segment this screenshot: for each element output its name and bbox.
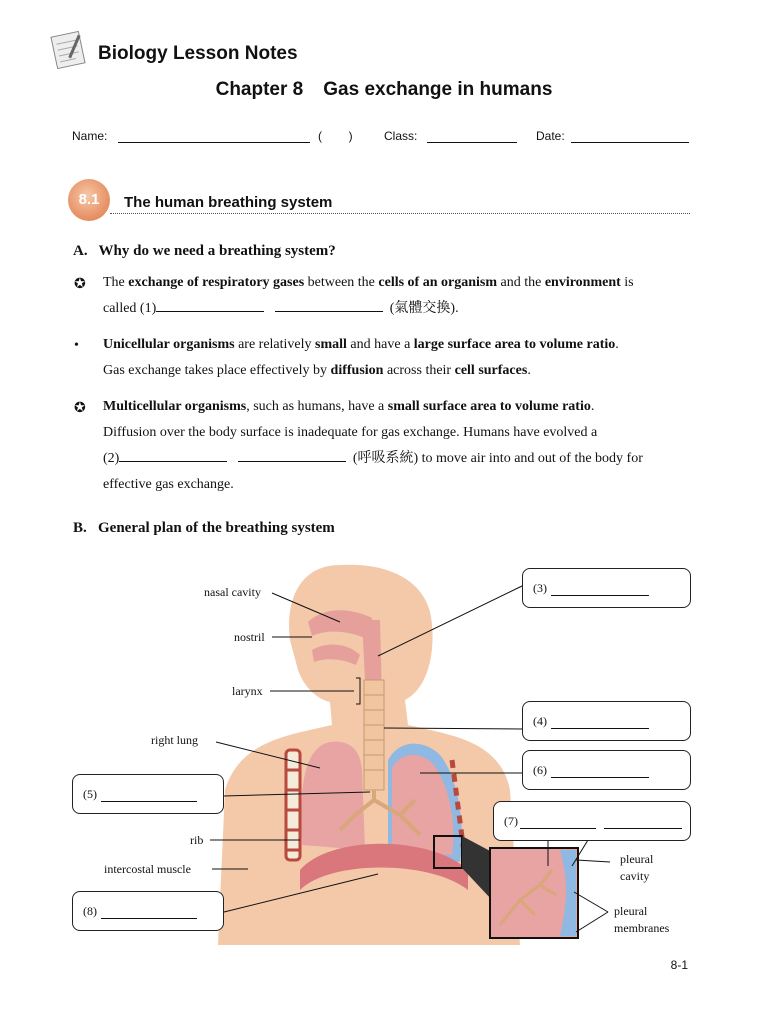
paragraph-gas-exchange: The exchange of respiratory gases between the cells of an organism and the environment is called (1) (氣體交換). [103, 275, 634, 316]
section-divider [110, 213, 690, 214]
chapter-heading: Chapter 8 Gas exchange in humans [215, 79, 553, 100]
label-intercostal-muscle: intercostal muscle [104, 862, 191, 876]
label-pleural-cavity: pleural cavity [620, 852, 654, 883]
blank-5[interactable] [101, 787, 197, 802]
class-number-paren: ( ) [318, 129, 353, 143]
answer-box-5[interactable]: (5) [72, 774, 224, 814]
label-nostril: nostril [234, 630, 265, 644]
answer-box-8[interactable]: (8) [72, 891, 224, 931]
blank-7a[interactable] [520, 814, 596, 829]
answer-box-7[interactable]: (7) [493, 801, 691, 841]
right-lung [301, 742, 365, 850]
section-badge: 8.1 [68, 179, 110, 221]
dot-bullet-icon: • [74, 338, 79, 353]
blank-8[interactable] [101, 904, 197, 919]
blank-1a[interactable] [156, 297, 264, 312]
blank-4[interactable] [551, 714, 649, 729]
name-field[interactable] [118, 142, 310, 143]
class-label: Class: [384, 129, 418, 143]
answer-box-3[interactable]: (3) [522, 568, 691, 608]
part-a-heading: A. Why do we need a breathing system? [73, 243, 336, 259]
blank-3[interactable] [551, 581, 649, 596]
label-larynx: larynx [232, 684, 263, 698]
label-nasal-cavity: nasal cavity [204, 585, 261, 599]
name-label: Name: [72, 129, 108, 143]
notebook-icon [46, 28, 90, 72]
blank-1b[interactable] [275, 297, 383, 312]
class-field[interactable] [427, 142, 517, 143]
answer-box-4[interactable]: (4) [522, 701, 691, 741]
paragraph-unicellular: Unicellular organisms are relatively small and have a large surface area to volume ratio. Gas exchange takes place effectively by diffusion across their cell surfaces. [103, 337, 619, 378]
paragraph-multicellular: Multicellular organisms, such as humans, have a small surface area to volume ratio. Diffusion over the body surface is inadequate for gas exchange. Humans have evolved a (2) (呼吸系統) to move air into and out of the body for effective gas exchange. [103, 399, 643, 492]
label-right-lung: right lung [151, 733, 198, 747]
trachea [364, 680, 384, 790]
date-field[interactable] [571, 142, 689, 143]
answer-box-6[interactable]: (6) [522, 750, 691, 790]
label-pleural-membranes: pleural membranes [614, 904, 670, 935]
blank-6[interactable] [551, 763, 649, 778]
label-rib: rib [190, 833, 204, 847]
section-title: The human breathing system [124, 194, 333, 211]
page-number: 8-1 [670, 958, 688, 972]
star-bullet-icon: ✪ [74, 277, 86, 292]
blank-7b[interactable] [604, 814, 682, 829]
blank-2b[interactable] [238, 447, 346, 462]
part-b-heading: B. General plan of the breathing system [73, 520, 335, 536]
blank-2a[interactable] [119, 447, 227, 462]
date-label: Date: [536, 129, 565, 143]
page-title: Biology Lesson Notes [98, 43, 298, 64]
star-bullet-icon: ✪ [74, 401, 86, 416]
rib-cage [286, 750, 300, 860]
